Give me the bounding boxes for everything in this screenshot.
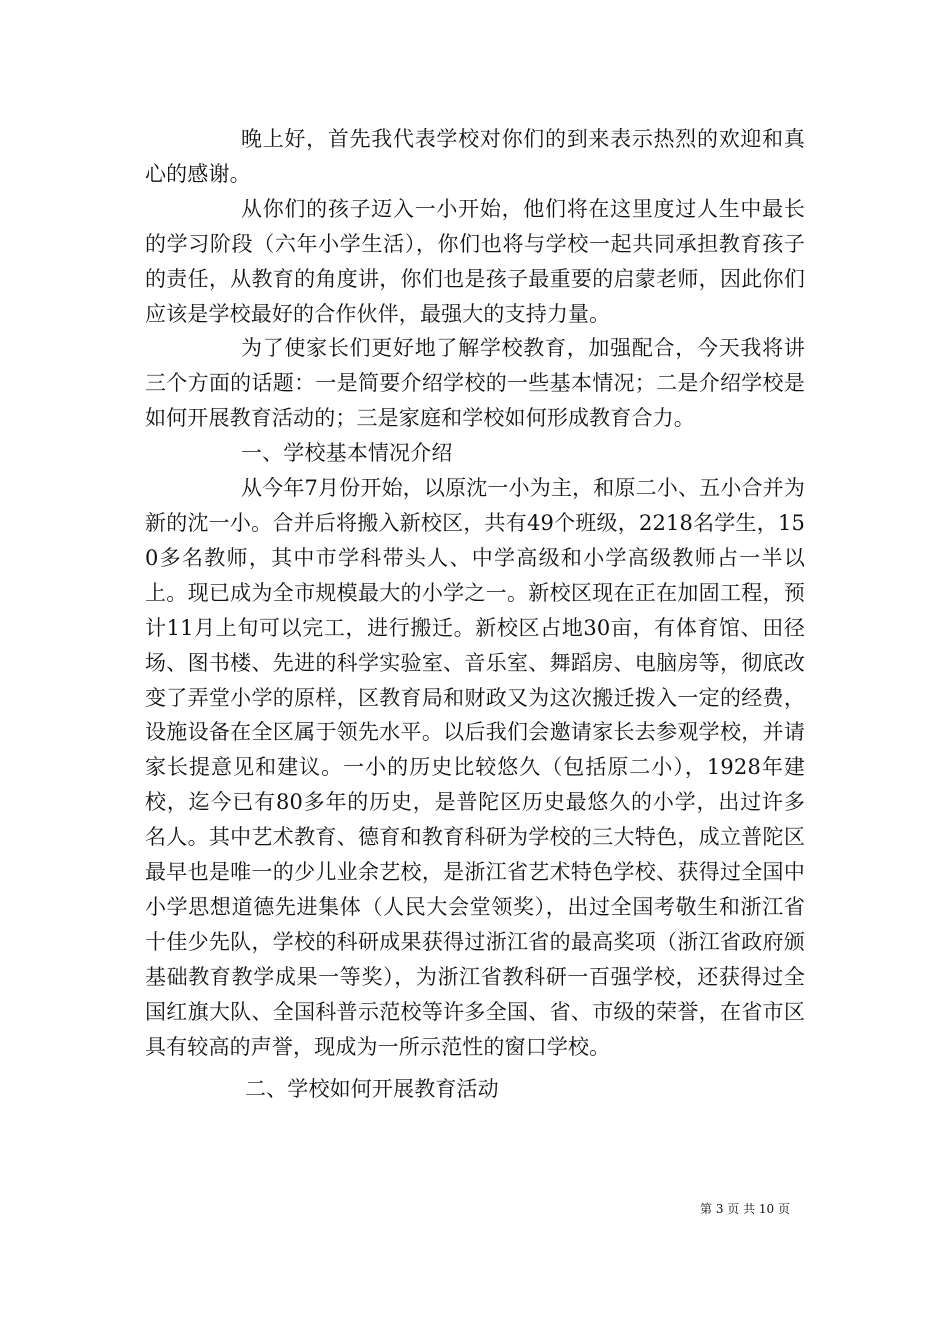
section-heading-two: 二、学校如何开展教育活动 [245,1077,499,1102]
paragraph-greeting: 晚上好，首先我代表学校对你们的到来表示热烈的欢迎和真心的感谢。 [145,127,805,186]
document-body [145,122,805,1107]
page-number-footer: 第 3 页 共 10 页 [700,1202,790,1216]
paragraph-partnership: 从你们的孩子迈入一小开始，他们将在这里度过人生中最长的学习阶段（六年小学生活），你们也将与学校一起共同承担教育孩子的责任，从教育的角度讲，你们也是孩子最重要的启蒙老师，因此你们应该是学校最好的合作伙伴，最强大的支持力量。 [145,196,805,326]
paragraph-school-overview: 从今年7月份开始，以原沈一小为主，和原二小、五小合并为新的沈一小。合并后将搬入新校区，共有49个班级，2218名学生，150多名教师，其中市学科带头人、中学高级和小学高级教师占一半以上。现已成为全市规模最大的小学之一。新校区现在正在加固工程，预计11月上旬可以完工，进行搬迁。新校区占地30亩，有体育馆、田径场、图书楼、先进的科学实验室、音乐室、舞蹈房、电脑房等，彻底改变了弄堂小学的原样，区教育局和财政又为这次搬迁拨入一定的经费，设施设备在全区属于领先水平。以后我们会邀请家长去参观学校，并请家长提意见和建议。一小的历史比较悠久（包括原二小），1928年建校，迄今已有80多年的历史，是普陀区历史最悠久的小学，出过许多名人。其中艺术教育、德育和教育科研为学校的三大特色，成立普陀区最早也是唯一的少儿业余艺校，是浙江省艺术特色学校、获得过全国中小学思想道德先进集体（人民大会堂领奖），出过全国考敬生和浙江省十佳少先队，学校的科研成果获得过浙江省的最高奖项（浙江省政府颁基础教育教学成果一等奖），为浙江省教科研一百强学校，还获得过全国红旗大队、全国科普示范校等许多全国、省、市级的荣誉，在省市区具有较高的声誉，现成为一所示范性的窗口学校。 [145,476,805,1059]
section-heading-one: 一、学校基本情况介绍 [241,441,453,466]
paragraph-topics: 为了使家长们更好地了解学校教育，加强配合，今天我将讲三个方面的话题：一是简要介绍学校的一些基本情况；二是介绍学校是如何开展教育活动的；三是家庭和学校如何形成教育合力。 [145,336,805,431]
